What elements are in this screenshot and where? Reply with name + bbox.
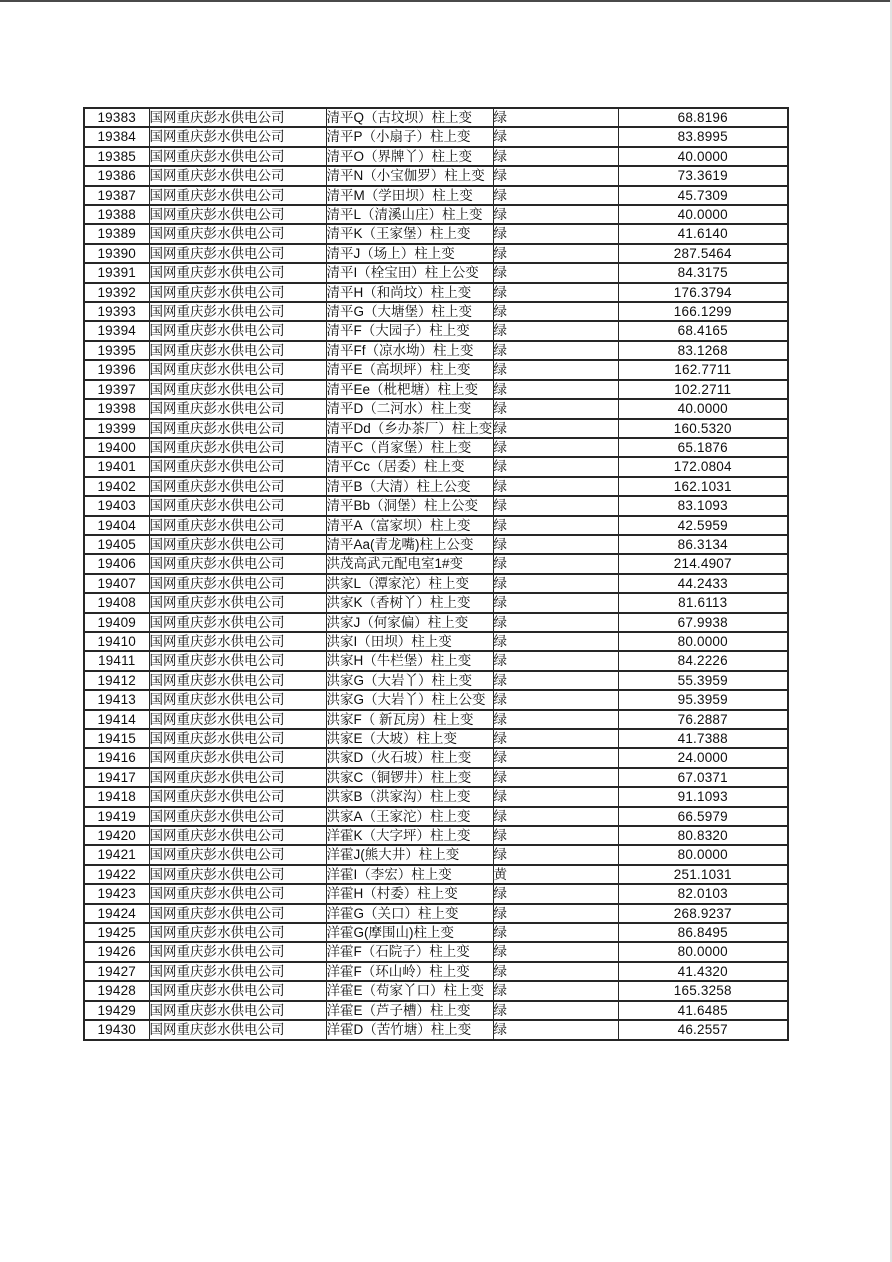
- cell-status: 绿: [493, 302, 618, 321]
- table-row: [84, 438, 788, 457]
- cell-company: 国网重庆彭水供电公司: [149, 419, 326, 438]
- cell-row-id: 19404: [84, 516, 149, 535]
- table-row: [84, 341, 788, 360]
- cell-transformer-name: 清平D（二河水）柱上变: [326, 399, 493, 418]
- cell-status: 绿: [493, 962, 618, 981]
- cell-status: 绿: [493, 884, 618, 903]
- cell-row-id: 19399: [84, 419, 149, 438]
- cell-company: 国网重庆彭水供电公司: [149, 380, 326, 399]
- cell-value: 45.7309: [618, 186, 788, 205]
- cell-transformer-name: 清平J（场上）柱上变: [326, 244, 493, 263]
- table-row: [84, 981, 788, 1000]
- cell-company: 国网重庆彭水供电公司: [149, 399, 326, 418]
- cell-status: 绿: [493, 244, 618, 263]
- cell-status: 绿: [493, 710, 618, 729]
- cell-status: 绿: [493, 360, 618, 379]
- cell-value: 24.0000: [618, 748, 788, 767]
- cell-status: 绿: [493, 321, 618, 340]
- table-row: [84, 710, 788, 729]
- cell-company: 国网重庆彭水供电公司: [149, 962, 326, 981]
- cell-transformer-name: 清平Ee（枇杷塘）柱上变: [326, 380, 493, 399]
- cell-company: 国网重庆彭水供电公司: [149, 108, 326, 127]
- cell-company: 国网重庆彭水供电公司: [149, 496, 326, 515]
- table-row: [84, 380, 788, 399]
- cell-value: 55.3959: [618, 671, 788, 690]
- cell-status: 绿: [493, 632, 618, 651]
- cell-value: 41.6140: [618, 224, 788, 243]
- cell-company: 国网重庆彭水供电公司: [149, 516, 326, 535]
- cell-company: 国网重庆彭水供电公司: [149, 535, 326, 554]
- cell-status: 绿: [493, 671, 618, 690]
- cell-row-id: 19391: [84, 263, 149, 282]
- cell-row-id: 19406: [84, 554, 149, 573]
- cell-value: 41.4320: [618, 962, 788, 981]
- cell-row-id: 19419: [84, 807, 149, 826]
- cell-company: 国网重庆彭水供电公司: [149, 205, 326, 224]
- cell-company: 国网重庆彭水供电公司: [149, 244, 326, 263]
- cell-row-id: 19383: [84, 108, 149, 127]
- cell-transformer-name: 洋霍G(摩围山)柱上变: [326, 923, 493, 942]
- table-row: [84, 321, 788, 340]
- cell-value: 102.2711: [618, 380, 788, 399]
- cell-status: 绿: [493, 516, 618, 535]
- cell-company: 国网重庆彭水供电公司: [149, 787, 326, 806]
- cell-value: 41.7388: [618, 729, 788, 748]
- table-row: [84, 554, 788, 573]
- cell-row-id: 19385: [84, 147, 149, 166]
- cell-row-id: 19430: [84, 1020, 149, 1039]
- cell-row-id: 19414: [84, 710, 149, 729]
- cell-value: 166.1299: [618, 302, 788, 321]
- cell-company: 国网重庆彭水供电公司: [149, 360, 326, 379]
- table-row: [84, 923, 788, 942]
- cell-status: 绿: [493, 205, 618, 224]
- cell-row-id: 19413: [84, 690, 149, 709]
- cell-status: 绿: [493, 535, 618, 554]
- table-row: [84, 826, 788, 845]
- cell-company: 国网重庆彭水供电公司: [149, 942, 326, 961]
- table-row: [84, 671, 788, 690]
- cell-status: 绿: [493, 729, 618, 748]
- table-row: [84, 205, 788, 224]
- cell-company: 国网重庆彭水供电公司: [149, 710, 326, 729]
- cell-row-id: 19386: [84, 166, 149, 185]
- cell-company: 国网重庆彭水供电公司: [149, 224, 326, 243]
- table-row: [84, 224, 788, 243]
- cell-company: 国网重庆彭水供电公司: [149, 457, 326, 476]
- cell-status: 绿: [493, 108, 618, 127]
- cell-company: 国网重庆彭水供电公司: [149, 729, 326, 748]
- cell-value: 42.5959: [618, 516, 788, 535]
- cell-transformer-name: 清平Bb（洞堡）柱上公变: [326, 496, 493, 515]
- cell-row-id: 19403: [84, 496, 149, 515]
- cell-transformer-name: 清平Aa(青龙嘴)柱上公变: [326, 535, 493, 554]
- cell-company: 国网重庆彭水供电公司: [149, 438, 326, 457]
- table-row: [84, 593, 788, 612]
- cell-value: 40.0000: [618, 399, 788, 418]
- table-row: [84, 845, 788, 864]
- cell-status: 绿: [493, 127, 618, 146]
- cell-value: 91.1093: [618, 787, 788, 806]
- cell-transformer-name: 洋霍I（李宏）柱上变: [326, 865, 493, 884]
- cell-value: 40.0000: [618, 205, 788, 224]
- cell-transformer-name: 洋霍H（村委）柱上变: [326, 884, 493, 903]
- cell-value: 80.0000: [618, 942, 788, 961]
- cell-row-id: 19422: [84, 865, 149, 884]
- cell-row-id: 19395: [84, 341, 149, 360]
- cell-transformer-name: 洋霍F（环山岭）柱上变: [326, 962, 493, 981]
- cell-status: 绿: [493, 613, 618, 632]
- cell-value: 84.2226: [618, 651, 788, 670]
- cell-value: 67.9938: [618, 613, 788, 632]
- table-row: [84, 613, 788, 632]
- cell-value: 73.3619: [618, 166, 788, 185]
- cell-company: 国网重庆彭水供电公司: [149, 321, 326, 340]
- table-row: [84, 127, 788, 146]
- table-row: [84, 244, 788, 263]
- table-row: [84, 477, 788, 496]
- table-row: [84, 962, 788, 981]
- table-row: [84, 283, 788, 302]
- cell-value: 68.4165: [618, 321, 788, 340]
- cell-transformer-name: 清平F（大园子）柱上变: [326, 321, 493, 340]
- cell-row-id: 19396: [84, 360, 149, 379]
- cell-transformer-name: 洪家K（香树丫）柱上变: [326, 593, 493, 612]
- cell-company: 国网重庆彭水供电公司: [149, 865, 326, 884]
- cell-company: 国网重庆彭水供电公司: [149, 283, 326, 302]
- cell-transformer-name: 洪茂高武元配电室1#变: [326, 554, 493, 573]
- cell-transformer-name: 洪家G（大岩丫）柱上变: [326, 671, 493, 690]
- table-row: [84, 399, 788, 418]
- cell-transformer-name: 洪家L（潭家沱）柱上变: [326, 574, 493, 593]
- cell-row-id: 19407: [84, 574, 149, 593]
- cell-transformer-name: 洋霍F（石院子）柱上变: [326, 942, 493, 961]
- cell-row-id: 19398: [84, 399, 149, 418]
- cell-row-id: 19418: [84, 787, 149, 806]
- cell-company: 国网重庆彭水供电公司: [149, 554, 326, 573]
- cell-status: 绿: [493, 904, 618, 923]
- cell-status: 绿: [493, 748, 618, 767]
- cell-value: 176.3794: [618, 283, 788, 302]
- table-row: [84, 690, 788, 709]
- cell-company: 国网重庆彭水供电公司: [149, 807, 326, 826]
- cell-row-id: 19417: [84, 768, 149, 787]
- cell-status: 绿: [493, 651, 618, 670]
- cell-row-id: 19412: [84, 671, 149, 690]
- cell-value: 67.0371: [618, 768, 788, 787]
- cell-status: 绿: [493, 923, 618, 942]
- cell-status: 绿: [493, 807, 618, 826]
- cell-status: 绿: [493, 826, 618, 845]
- table-row: [84, 865, 788, 884]
- cell-row-id: 19427: [84, 962, 149, 981]
- table-container: [83, 107, 787, 1041]
- cell-row-id: 19420: [84, 826, 149, 845]
- table-row: [84, 360, 788, 379]
- table-body: [84, 108, 788, 1040]
- cell-value: 162.7711: [618, 360, 788, 379]
- cell-transformer-name: 洪家B（洪家沟）柱上变: [326, 787, 493, 806]
- cell-transformer-name: 洋霍J(熊大井）柱上变: [326, 845, 493, 864]
- transformer-records-table: [83, 107, 789, 1041]
- cell-company: 国网重庆彭水供电公司: [149, 127, 326, 146]
- cell-status: 绿: [493, 166, 618, 185]
- table-row: [84, 884, 788, 903]
- cell-value: 165.3258: [618, 981, 788, 1000]
- cell-status: 绿: [493, 942, 618, 961]
- cell-status: 绿: [493, 496, 618, 515]
- cell-row-id: 19387: [84, 186, 149, 205]
- cell-row-id: 19401: [84, 457, 149, 476]
- cell-value: 82.0103: [618, 884, 788, 903]
- cell-status: 绿: [493, 768, 618, 787]
- cell-row-id: 19400: [84, 438, 149, 457]
- cell-row-id: 19426: [84, 942, 149, 961]
- cell-status: 绿: [493, 147, 618, 166]
- table-row: [84, 574, 788, 593]
- cell-row-id: 19429: [84, 1001, 149, 1020]
- cell-company: 国网重庆彭水供电公司: [149, 981, 326, 1000]
- table-row: [84, 263, 788, 282]
- cell-company: 国网重庆彭水供电公司: [149, 186, 326, 205]
- cell-company: 国网重庆彭水供电公司: [149, 923, 326, 942]
- cell-value: 162.1031: [618, 477, 788, 496]
- cell-company: 国网重庆彭水供电公司: [149, 690, 326, 709]
- cell-row-id: 19428: [84, 981, 149, 1000]
- cell-status: 绿: [493, 787, 618, 806]
- cell-transformer-name: 清平M（学田坝）柱上变: [326, 186, 493, 205]
- cell-row-id: 19388: [84, 205, 149, 224]
- table-row: [84, 516, 788, 535]
- table-row: [84, 147, 788, 166]
- cell-company: 国网重庆彭水供电公司: [149, 651, 326, 670]
- cell-company: 国网重庆彭水供电公司: [149, 613, 326, 632]
- cell-company: 国网重庆彭水供电公司: [149, 845, 326, 864]
- cell-transformer-name: 清平A（富家坝）柱上变: [326, 516, 493, 535]
- cell-transformer-name: 洪家I（田坝）柱上变: [326, 632, 493, 651]
- table-row: [84, 1001, 788, 1020]
- table-row: [84, 186, 788, 205]
- cell-value: 83.1093: [618, 496, 788, 515]
- cell-transformer-name: 清平Dd（乡办茶厂）柱上变: [326, 419, 493, 438]
- cell-transformer-name: 清平Ff（凉水坳）柱上变: [326, 341, 493, 360]
- cell-company: 国网重庆彭水供电公司: [149, 147, 326, 166]
- cell-status: 绿: [493, 1001, 618, 1020]
- table-row: [84, 302, 788, 321]
- cell-status: 绿: [493, 457, 618, 476]
- cell-transformer-name: 洪家H（牛栏堡）柱上变: [326, 651, 493, 670]
- cell-transformer-name: 清平L（清溪山庄）柱上变: [326, 205, 493, 224]
- cell-value: 41.6485: [618, 1001, 788, 1020]
- cell-row-id: 19392: [84, 283, 149, 302]
- cell-value: 287.5464: [618, 244, 788, 263]
- cell-transformer-name: 洋霍K（大字坪）柱上变: [326, 826, 493, 845]
- cell-status: 绿: [493, 438, 618, 457]
- cell-company: 国网重庆彭水供电公司: [149, 1020, 326, 1039]
- cell-value: 46.2557: [618, 1020, 788, 1039]
- cell-value: 86.8495: [618, 923, 788, 942]
- cell-status: 黄: [493, 865, 618, 884]
- cell-status: 绿: [493, 1020, 618, 1039]
- cell-transformer-name: 清平K（王家堡）柱上变: [326, 224, 493, 243]
- cell-status: 绿: [493, 380, 618, 399]
- cell-row-id: 19394: [84, 321, 149, 340]
- cell-row-id: 19425: [84, 923, 149, 942]
- cell-transformer-name: 洋霍E（芦子槽）柱上变: [326, 1001, 493, 1020]
- cell-row-id: 19384: [84, 127, 149, 146]
- cell-transformer-name: 清平G（大塘堡）柱上变: [326, 302, 493, 321]
- table-row: [84, 535, 788, 554]
- cell-transformer-name: 清平Cc（居委）柱上变: [326, 457, 493, 476]
- cell-row-id: 19410: [84, 632, 149, 651]
- cell-value: 172.0804: [618, 457, 788, 476]
- cell-row-id: 19390: [84, 244, 149, 263]
- cell-transformer-name: 清平I（栓宝田）柱上公变: [326, 263, 493, 282]
- cell-value: 251.1031: [618, 865, 788, 884]
- cell-company: 国网重庆彭水供电公司: [149, 826, 326, 845]
- cell-status: 绿: [493, 283, 618, 302]
- cell-value: 81.6113: [618, 593, 788, 612]
- cell-value: 84.3175: [618, 263, 788, 282]
- cell-status: 绿: [493, 341, 618, 360]
- cell-transformer-name: 洪家E（大坡）柱上变: [326, 729, 493, 748]
- cell-value: 44.2433: [618, 574, 788, 593]
- cell-company: 国网重庆彭水供电公司: [149, 768, 326, 787]
- cell-value: 160.5320: [618, 419, 788, 438]
- cell-row-id: 19389: [84, 224, 149, 243]
- table-row: [84, 651, 788, 670]
- table-row: [84, 768, 788, 787]
- cell-row-id: 19405: [84, 535, 149, 554]
- cell-company: 国网重庆彭水供电公司: [149, 1001, 326, 1020]
- cell-transformer-name: 清平E（高坝坪）柱上变: [326, 360, 493, 379]
- cell-value: 76.2887: [618, 710, 788, 729]
- cell-company: 国网重庆彭水供电公司: [149, 263, 326, 282]
- cell-row-id: 19415: [84, 729, 149, 748]
- page-top-edge-line: [0, 0, 892, 2]
- cell-transformer-name: 洪家C（铜锣井）柱上变: [326, 768, 493, 787]
- cell-value: 214.4907: [618, 554, 788, 573]
- cell-value: 268.9237: [618, 904, 788, 923]
- table-row: [84, 729, 788, 748]
- cell-transformer-name: 洪家D（火石坡）柱上变: [326, 748, 493, 767]
- cell-status: 绿: [493, 477, 618, 496]
- cell-company: 国网重庆彭水供电公司: [149, 302, 326, 321]
- cell-transformer-name: 清平P（小扇子）柱上变: [326, 127, 493, 146]
- table-row: [84, 419, 788, 438]
- cell-company: 国网重庆彭水供电公司: [149, 671, 326, 690]
- cell-status: 绿: [493, 224, 618, 243]
- cell-company: 国网重庆彭水供电公司: [149, 884, 326, 903]
- table-row: [84, 1020, 788, 1039]
- cell-status: 绿: [493, 845, 618, 864]
- table-row: [84, 632, 788, 651]
- cell-transformer-name: 清平O（界牌丫）柱上变: [326, 147, 493, 166]
- cell-value: 80.0000: [618, 632, 788, 651]
- table-row: [84, 807, 788, 826]
- cell-status: 绿: [493, 690, 618, 709]
- cell-value: 80.8320: [618, 826, 788, 845]
- cell-row-id: 19409: [84, 613, 149, 632]
- cell-row-id: 19416: [84, 748, 149, 767]
- cell-value: 80.0000: [618, 845, 788, 864]
- cell-status: 绿: [493, 399, 618, 418]
- table-row: [84, 496, 788, 515]
- table-row: [84, 904, 788, 923]
- cell-transformer-name: 洋霍D（苦竹塘）柱上变: [326, 1020, 493, 1039]
- cell-row-id: 19411: [84, 651, 149, 670]
- table-row: [84, 748, 788, 767]
- cell-status: 绿: [493, 574, 618, 593]
- cell-status: 绿: [493, 554, 618, 573]
- cell-company: 国网重庆彭水供电公司: [149, 904, 326, 923]
- cell-value: 65.1876: [618, 438, 788, 457]
- cell-company: 国网重庆彭水供电公司: [149, 477, 326, 496]
- cell-value: 66.5979: [618, 807, 788, 826]
- cell-transformer-name: 洋霍G（关口）柱上变: [326, 904, 493, 923]
- cell-row-id: 19402: [84, 477, 149, 496]
- cell-company: 国网重庆彭水供电公司: [149, 341, 326, 360]
- table-row: [84, 166, 788, 185]
- table-row: [84, 942, 788, 961]
- cell-transformer-name: 清平H（和尚坟）柱上变: [326, 283, 493, 302]
- cell-value: 83.8995: [618, 127, 788, 146]
- cell-transformer-name: 洪家F（ 新瓦房）柱上变: [326, 710, 493, 729]
- cell-transformer-name: 洪家G（大岩丫）柱上公变: [326, 690, 493, 709]
- cell-row-id: 19424: [84, 904, 149, 923]
- cell-transformer-name: 清平B（大清）柱上公变: [326, 477, 493, 496]
- cell-row-id: 19397: [84, 380, 149, 399]
- cell-company: 国网重庆彭水供电公司: [149, 574, 326, 593]
- table-row: [84, 787, 788, 806]
- cell-transformer-name: 洋霍E（苟家丫口）柱上变: [326, 981, 493, 1000]
- cell-status: 绿: [493, 186, 618, 205]
- cell-status: 绿: [493, 593, 618, 612]
- cell-company: 国网重庆彭水供电公司: [149, 632, 326, 651]
- cell-transformer-name: 洪家A（王家沱）柱上变: [326, 807, 493, 826]
- table-row: [84, 108, 788, 127]
- cell-company: 国网重庆彭水供电公司: [149, 748, 326, 767]
- cell-value: 86.3134: [618, 535, 788, 554]
- cell-company: 国网重庆彭水供电公司: [149, 593, 326, 612]
- cell-row-id: 19421: [84, 845, 149, 864]
- cell-status: 绿: [493, 419, 618, 438]
- cell-transformer-name: 洪家J（何家偏）柱上变: [326, 613, 493, 632]
- cell-row-id: 19393: [84, 302, 149, 321]
- cell-value: 83.1268: [618, 341, 788, 360]
- cell-value: 40.0000: [618, 147, 788, 166]
- cell-status: 绿: [493, 263, 618, 282]
- table-row: [84, 457, 788, 476]
- cell-transformer-name: 清平C（肖家堡）柱上变: [326, 438, 493, 457]
- cell-value: 68.8196: [618, 108, 788, 127]
- cell-company: 国网重庆彭水供电公司: [149, 166, 326, 185]
- cell-row-id: 19423: [84, 884, 149, 903]
- cell-transformer-name: 清平Q（古坟坝）柱上变: [326, 108, 493, 127]
- cell-status: 绿: [493, 981, 618, 1000]
- cell-row-id: 19408: [84, 593, 149, 612]
- cell-transformer-name: 清平N（小宝伽罗）柱上变: [326, 166, 493, 185]
- cell-value: 95.3959: [618, 690, 788, 709]
